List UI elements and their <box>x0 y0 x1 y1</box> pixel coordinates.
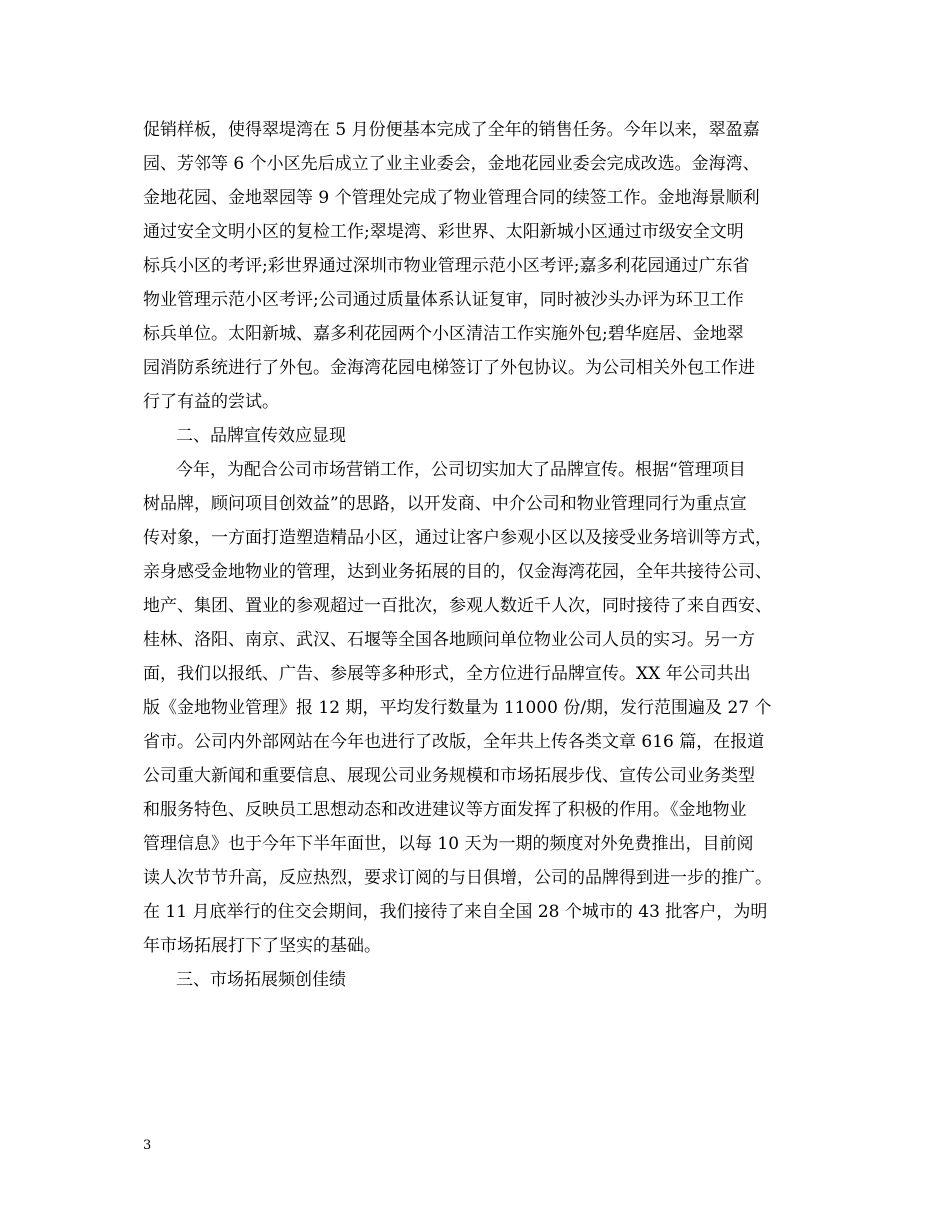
body-text-line: 在 11 月底举行的住交会期间，我们接待了来自全国 28 个城市的 43 批客户，为明 <box>143 902 768 922</box>
page-number: 3 <box>143 1138 152 1153</box>
body-text-line: 树品牌，顾问项目创效益”的思路，以开发商、中介公司和物业管理同行为重点宣 <box>143 494 747 514</box>
body-text-line: 金地花园、金地翠园等 9 个管理处完成了物业管理合同的续签工作。金地海景顺利 <box>143 188 760 208</box>
body-text-line: 地产、集团、置业的参观超过一百批次，参观人数近千人次，同时接待了来自西安、 <box>143 596 772 616</box>
body-text-line: 物业管理示范小区考评;公司通过质量体系认证复审，同时被沙头办评为环卫工作 <box>143 290 744 310</box>
body-text-line: 亲身感受金地物业的管理，达到业务拓展的目的，仅金海湾花园，全年共接待公司、 <box>143 562 772 582</box>
body-text-line: 读人次节节升高，反应热烈，要求订阅的与日俱增，公司的品牌得到进一步的推广。 <box>143 868 772 888</box>
body-text-line: 传对象，一方面打造塑造精品小区，通过让客户参观小区以及接受业务培训等方式， <box>143 528 772 548</box>
body-text-line: 版《金地物业管理》报 12 期，平均发行数量为 11000 份/期，发行范围遍及 27 个 <box>143 698 772 718</box>
section-heading: 三、市场拓展频创佳绩 <box>176 970 346 990</box>
section-heading: 二、品牌宣传效应显现 <box>176 426 346 446</box>
body-text-line: 通过安全文明小区的复检工作;翠堤湾、彩世界、太阳新城小区通过市级安全文明 <box>143 222 744 242</box>
body-text-line: 省市。公司内外部网站在今年也进行了改版，全年共上传各类文章 616 篇，在报道 <box>143 732 765 752</box>
body-text-line: 和服务特色、反映员工思想动态和改进建议等方面发挥了积极的作用。《金地物业 <box>143 800 747 820</box>
body-text-line: 面，我们以报纸、广告、参展等多种形式，全方位进行品牌宣传。XX 年公司共出 <box>143 664 751 684</box>
body-text-line: 年市场拓展打下了坚实的基础。 <box>143 936 381 956</box>
body-text-line: 今年，为配合公司市场营销工作，公司切实加大了品牌宣传。根据“管理项目 <box>176 460 746 480</box>
body-text-line: 标兵小区的考评;彩世界通过深圳市物业管理示范小区考评;嘉多利花园通过广东省 <box>143 256 750 276</box>
body-text-line: 行了有益的尝试。 <box>143 392 279 412</box>
body-text-line: 促销样板，使得翠堤湾在 5 月份便基本完成了全年的销售任务。今年以来，翠盈嘉 <box>143 120 760 140</box>
body-text-line: 公司重大新闻和重要信息、展现公司业务规模和市场拓展步伐、宣传公司业务类型 <box>143 766 755 786</box>
body-text-line: 管理信息》也于今年下半年面世，以每 10 天为一期的频度对外免费推出，目前阅 <box>143 834 754 854</box>
body-text-line: 标兵单位。太阳新城、嘉多利花园两个小区清洁工作实施外包;碧华庭居、金地翠 <box>143 324 744 344</box>
body-text-line: 园消防系统进行了外包。金海湾花园电梯签订了外包协议。为公司相关外包工作进 <box>143 358 755 378</box>
body-text-line: 园、芳邻等 6 个小区先后成立了业主业委会，金地花园业委会完成改选。金海湾、 <box>143 154 760 174</box>
body-text-line: 桂林、洛阳、南京、武汉、石堰等全国各地顾问单位物业公司人员的实习。另一方 <box>143 630 755 650</box>
